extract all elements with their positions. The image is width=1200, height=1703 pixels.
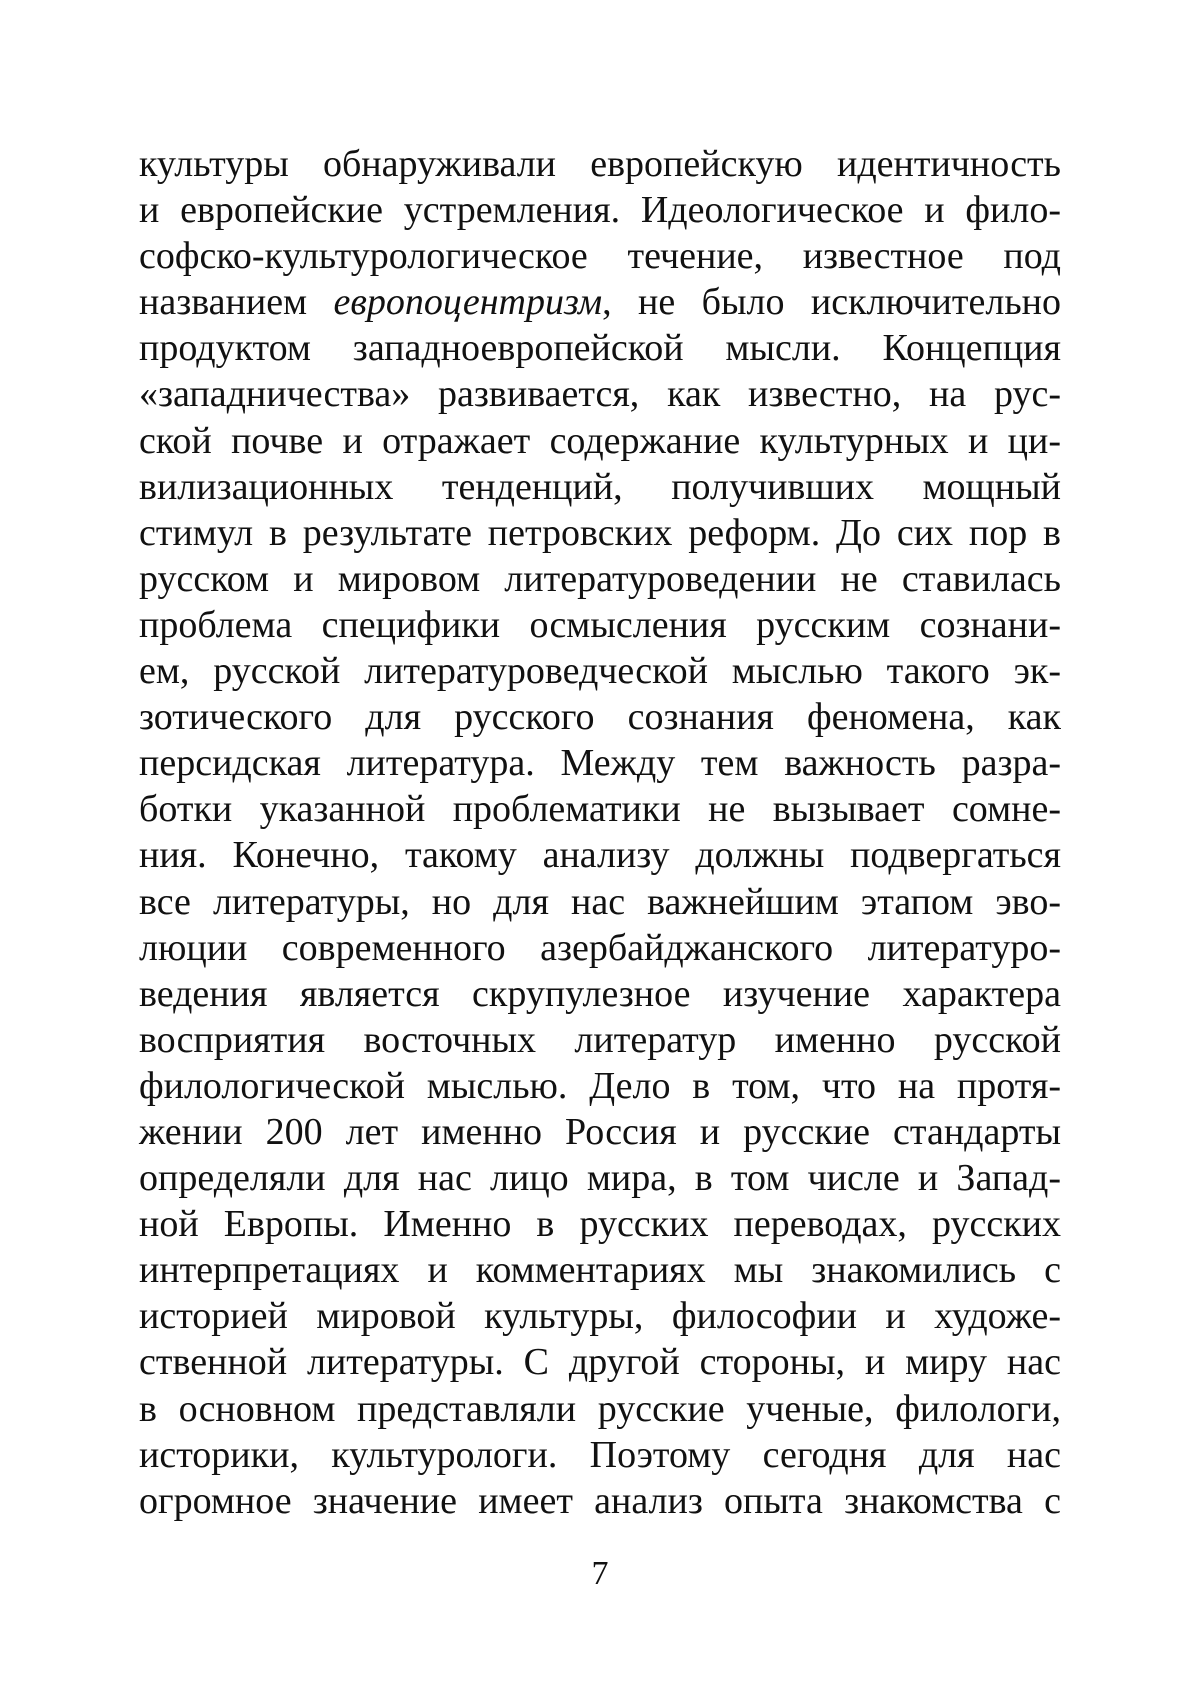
text-line: все литературы, но для нас важнейшим этапом эво- [139, 880, 1061, 923]
text-line: филологической мыслью. Дело в том, что на протя- [139, 1064, 1061, 1107]
text-line: ной Европы. Именно в русских переводах, русских [139, 1203, 1061, 1246]
text-line: ской почве и отражает содержание культурных и ци- [139, 419, 1061, 462]
text-fragment: , не было исключительно [602, 281, 1061, 324]
text-line: интерпретациях и комментариях мы знакомились с [139, 1249, 1061, 1292]
text-line: русском и мировом литературоведении не ставилась [139, 557, 1061, 600]
text-line: огромное значение имеет анализ опыта знакомства с [139, 1479, 1061, 1522]
text-line: софско-культурологическое течение, известное под [139, 235, 1061, 278]
text-line: проблема специфики осмысления русским сознани- [139, 603, 1061, 646]
text-line: и европейские устремления. Идеологическое и фило- [139, 189, 1061, 232]
text-line [139, 279, 1061, 325]
text-line: ведения является скрупулезное изучение характера [139, 972, 1061, 1015]
text-fragment: названием [139, 281, 334, 324]
text-line: историей мировой культуры, философии и художе- [139, 1295, 1061, 1338]
text-line: ботки указанной проблематики не вызывает сомне- [139, 788, 1061, 831]
text-line: ния. Конечно, такому анализу должны подвергаться [139, 834, 1061, 877]
text-line: в основном представляли русские ученые, филологи, [139, 1387, 1061, 1430]
text-line: стимул в результате петровских реформ. До сих пор в [139, 511, 1061, 554]
text-line: персидская литература. Между тем важность разра- [139, 742, 1061, 785]
text-line: «западничества» развивается, как известно, на рус- [139, 373, 1061, 416]
text-line: историки, культурологи. Поэтому сегодня для нас [139, 1433, 1061, 1476]
text-line: продуктом западноевропейской мысли. Концепция [139, 327, 1061, 370]
text-line: жении 200 лет именно Россия и русские стандарты [139, 1110, 1061, 1153]
text-line: зотического для русского сознания феномена, как [139, 696, 1061, 739]
text-line: ем, русской литературоведческой мыслью такого эк- [139, 650, 1061, 693]
italic-term: европоцентризм [333, 281, 603, 324]
text-line: вилизационных тенденций, получивших мощный [139, 465, 1061, 508]
page-number: 7 [591, 1555, 609, 1592]
text-line: определяли для нас лицо мира, в том числе и Запад- [139, 1157, 1061, 1200]
text-line: люции современного азербайджанского литературо- [139, 926, 1061, 969]
text-line: ственной литературы. С другой стороны, и миру нас [139, 1341, 1061, 1384]
body-text [139, 141, 1061, 1524]
text-line: восприятия восточных литератур именно русской [139, 1018, 1061, 1061]
text-line: культуры обнаруживали европейскую идентичность [139, 143, 1061, 185]
